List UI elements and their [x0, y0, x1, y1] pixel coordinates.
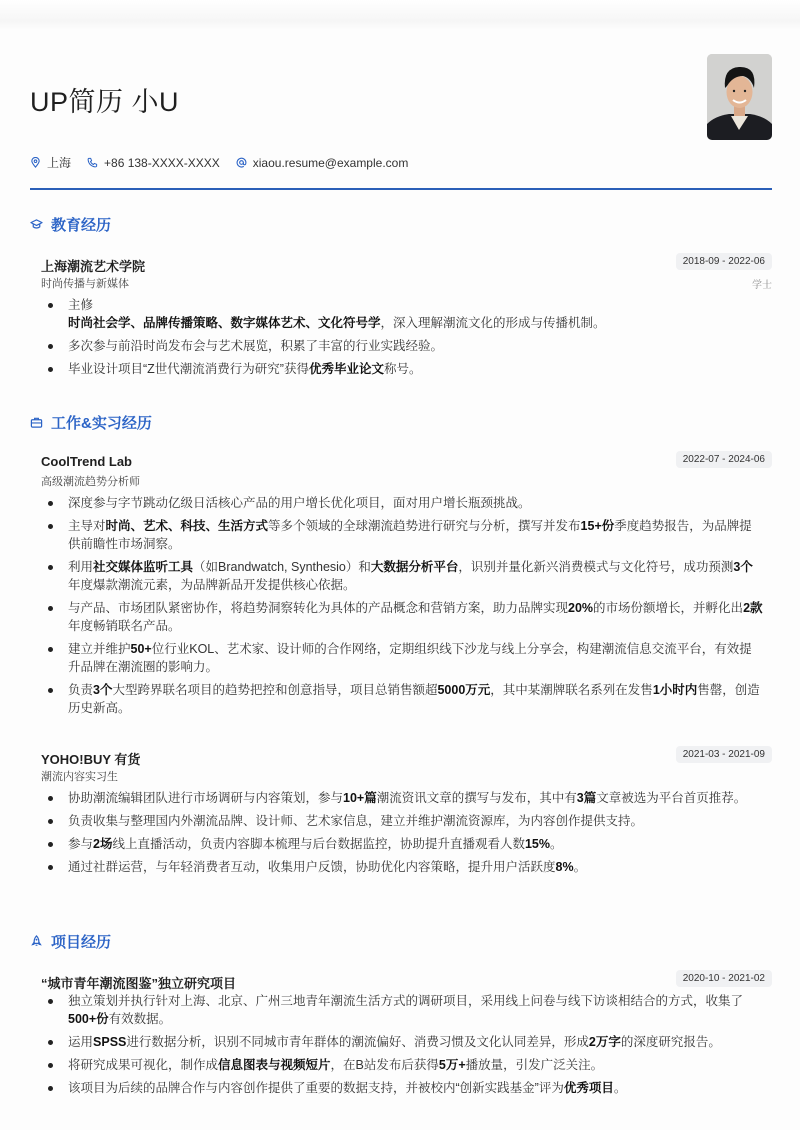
- education-title-text: 教育经历: [51, 217, 112, 234]
- resume-page: [30, 0, 772, 1095]
- education-title: [30, 214, 772, 235]
- role-name: 高级潮流趋势分析师: [41, 476, 140, 488]
- bullet-list: [41, 992, 772, 1097]
- project-name: “城市青年潮流图鉴”独立研究项目: [41, 976, 237, 991]
- list-item: 与产品、市场团队紧密协作，将趋势洞察转化为具体的产品概念和营销方案，助力品牌实现20%的市场份额增长，并孵化出2款年度畅销联名产品。: [41, 599, 772, 635]
- phone-text[interactable]: +86 138-XXXX-XXXX: [104, 155, 220, 170]
- bullet-list: [41, 494, 772, 717]
- role-name: 潮流内容实习生: [41, 771, 118, 783]
- location-text: 上海: [47, 156, 72, 170]
- work-title-text: 工作&实习经历: [51, 415, 152, 432]
- list-item: 主修 时尚社会学、品牌传播策略、数字媒体艺术、文化符号学，深入理解潮流文化的形成与传播机制。: [41, 296, 772, 332]
- date-badge: 2022-07 - 2024-06: [676, 451, 772, 468]
- list-item: 负责3个大型跨界联名项目的趋势把控和创意指导，项目总销售额超5000万元，其中某潮牌联名系列在发售1小时内售罄，创造历史新高。: [41, 681, 772, 717]
- candidate-name: UP简历 小U: [30, 87, 180, 117]
- projects-title: [30, 931, 772, 952]
- company-name: YOHO!BUY 有货: [41, 752, 141, 767]
- bullet-list: [41, 789, 772, 876]
- date-badge: 2021-03 - 2021-09: [676, 746, 772, 763]
- contact-row: [30, 154, 408, 171]
- resume-header: [30, 0, 772, 190]
- list-item: 利用社交媒体监听工具（如Brandwatch, Synthesio）和大数据分析平台，识别并量化新兴消费模式与文化符号，成功预测3个年度爆款潮流元素，为品牌新品开发提供核心依据。: [41, 558, 772, 594]
- education-entry: [41, 256, 772, 383]
- projects-section: [30, 931, 772, 1095]
- list-item: 该项目为后续的品牌合作与内容创作提供了重要的数据支持，并被校内“创新实践基金”评为优秀项目。: [41, 1079, 772, 1097]
- email-text[interactable]: xiaou.resume@example.com: [252, 155, 409, 170]
- degree-label: 学士: [752, 280, 772, 291]
- work-entry: [41, 454, 772, 722]
- project-entry: [41, 973, 772, 1102]
- list-item: 深度参与字节跳动亿级日活核心产品的用户增长优化项目，面对用户增长瓶颈挑战。: [41, 494, 772, 512]
- list-item: 参与2场线上直播活动，负责内容脚本梳理与后台数据监控，协助提升直播观看人数15%。: [41, 835, 772, 853]
- graduation-cap-icon: [30, 218, 43, 231]
- list-item: 运用SPSS进行数据分析，识别不同城市青年群体的潮流偏好、消费习惯及文化认同差异，形成2万字的深度研究报告。: [41, 1033, 772, 1051]
- entry-head: [41, 454, 772, 471]
- work-section: [30, 412, 772, 874]
- work-entry: [41, 749, 772, 881]
- company-name: CoolTrend Lab: [41, 454, 132, 469]
- list-item: 负责收集与整理国内外潮流品牌、设计师、艺术家信息，建立并维护潮流资源库，为内容创作提供支持。: [41, 812, 772, 830]
- list-item: 主导对时尚、艺术、科技、生活方式等多个领域的全球潮流趋势进行研究与分析，撰写并发布15+份季度趋势报告，为品牌提供前瞻性市场洞察。: [41, 517, 772, 553]
- entry-head: [41, 749, 772, 766]
- list-item: 多次参与前沿时尚发布会与艺术展览，积累了丰富的行业实践经验。: [41, 337, 772, 355]
- contact-location: [30, 154, 71, 171]
- school-name: 上海潮流艺术学院: [41, 259, 146, 274]
- bullet-list: [41, 296, 772, 378]
- portrait-image: [707, 54, 772, 140]
- avatar-photo: [707, 54, 772, 140]
- briefcase-icon: [30, 416, 43, 429]
- date-badge: 2018-09 - 2022-06: [676, 253, 772, 270]
- contact-email: [236, 156, 409, 170]
- map-pin-icon: [30, 157, 41, 168]
- major-name: 时尚传播与新媒体: [41, 278, 129, 290]
- header-divider: [30, 188, 772, 190]
- projects-title-text: 项目经历: [51, 934, 112, 951]
- at-sign-icon: [236, 157, 247, 168]
- education-section: [30, 214, 772, 376]
- list-item: 建立并维护50+位行业KOL、艺术家、设计师的合作网络，定期组织线下沙龙与线上分享会，构建潮流信息交流平台，有效提升品牌在潮流圈的影响力。: [41, 640, 772, 676]
- list-item: 独立策划并执行针对上海、北京、广州三地青年潮流生活方式的调研项目，采用线上问卷与线下访谈相结合的方式，收集了500+份有效数据。: [41, 992, 772, 1028]
- date-badge: 2020-10 - 2021-02: [676, 970, 772, 987]
- work-title: [30, 412, 772, 433]
- list-item: 毕业设计项目“Z世代潮流消费行为研究”获得优秀毕业论文称号。: [41, 360, 772, 378]
- list-item: 协助潮流编辑团队进行市场调研与内容策划，参与10+篇潮流资讯文章的撰写与发布，其中有3篇文章被选为平台首页推荐。: [41, 789, 772, 807]
- entry-head: [41, 973, 772, 990]
- contact-phone: [87, 156, 220, 170]
- rocket-icon: [30, 935, 43, 948]
- phone-icon: [87, 157, 98, 168]
- list-item: 通过社群运营，与年轻消费者互动，收集用户反馈，协助优化内容策略，提升用户活跃度8%。: [41, 858, 772, 876]
- list-item: 将研究成果可视化，制作成信息图表与视频短片，在B站发布后获得5万+播放量，引发广泛关注。: [41, 1056, 772, 1074]
